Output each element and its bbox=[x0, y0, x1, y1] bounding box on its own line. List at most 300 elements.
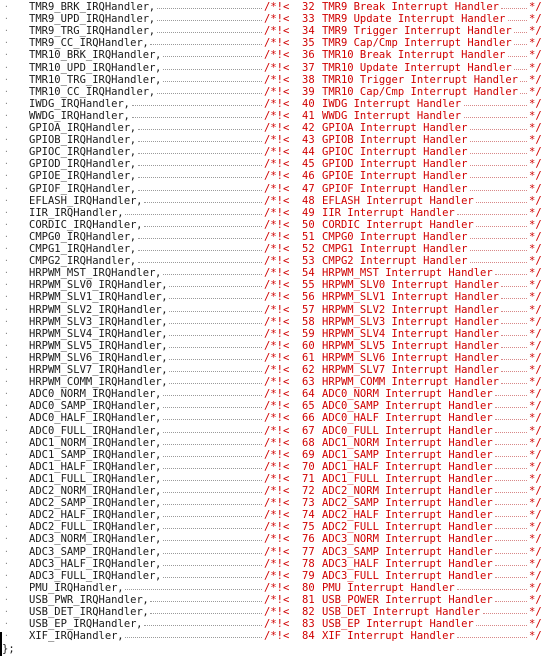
comment-open: /*!< bbox=[264, 472, 290, 485]
comment-close: */ bbox=[529, 243, 542, 255]
irq-number: 78 bbox=[302, 557, 315, 570]
comment-close: */ bbox=[529, 533, 542, 546]
irq-description: HRPWM_SLV2 Interrupt Handler bbox=[322, 303, 500, 316]
comment-close: */ bbox=[529, 109, 542, 122]
code-line[interactable] bbox=[0, 558, 547, 570]
handler-name: HRPWM_SLV6_IRQHandler bbox=[29, 351, 162, 364]
code-line[interactable] bbox=[0, 521, 547, 533]
irq-number: 40 bbox=[302, 97, 315, 110]
code-line[interactable] bbox=[0, 461, 547, 473]
comment-open: /*!< bbox=[264, 170, 290, 183]
gutter-dot-icon: · bbox=[4, 159, 9, 169]
line-gutter bbox=[0, 570, 22, 582]
code-line[interactable] bbox=[0, 98, 547, 110]
comment-close: */ bbox=[529, 339, 542, 352]
code-line[interactable] bbox=[0, 279, 547, 291]
comma-separator: , bbox=[117, 206, 124, 219]
gutter-dot-icon: · bbox=[4, 594, 9, 604]
whitespace-guide bbox=[138, 262, 262, 263]
whitespace-guide bbox=[138, 190, 262, 191]
code-line[interactable] bbox=[0, 570, 547, 582]
comment-close: */ bbox=[529, 606, 542, 618]
line-gutter bbox=[0, 267, 22, 279]
comment-close: */ bbox=[529, 25, 542, 38]
gutter-dot-icon: · bbox=[4, 401, 9, 411]
comment-open: /*!< bbox=[264, 581, 290, 594]
comment-open: /*!< bbox=[264, 255, 290, 268]
handler-name: EFLASH_IRQHandler bbox=[29, 194, 137, 207]
whitespace-guide bbox=[138, 177, 262, 178]
handler-name: PMU_IRQHandler bbox=[29, 581, 118, 594]
comment-open: /*!< bbox=[264, 545, 290, 558]
whitespace-guide bbox=[150, 613, 262, 614]
code-line[interactable] bbox=[0, 231, 547, 243]
irq-description: TMR9 Update Interrupt Handler bbox=[322, 13, 506, 26]
whitespace-guide bbox=[163, 540, 262, 541]
irq-number: 63 bbox=[302, 376, 315, 389]
code-line[interactable] bbox=[0, 449, 547, 461]
code-line[interactable] bbox=[0, 74, 547, 86]
gutter-dot-icon: · bbox=[4, 570, 9, 580]
whitespace-guide bbox=[163, 504, 262, 505]
irq-number: 53 bbox=[302, 255, 315, 268]
comma-separator: , bbox=[161, 303, 168, 316]
comma-separator: , bbox=[155, 61, 162, 74]
comment-close: */ bbox=[529, 472, 542, 485]
comment-open: /*!< bbox=[264, 97, 290, 110]
comment-open: /*!< bbox=[264, 436, 290, 449]
comment-close: */ bbox=[529, 122, 542, 134]
code-line[interactable] bbox=[0, 207, 547, 219]
irq-description: GPIOA Interrupt Handler bbox=[322, 122, 468, 134]
handler-name: ADC1_HALF_IRQHandler bbox=[29, 460, 156, 473]
line-gutter bbox=[0, 376, 22, 388]
comment-guide bbox=[470, 141, 527, 142]
handler-name: ADC1_SAMP_IRQHandler bbox=[29, 448, 156, 461]
whitespace-guide bbox=[163, 565, 262, 566]
code-line[interactable] bbox=[0, 352, 547, 364]
irq-number: 32 bbox=[302, 1, 315, 13]
code-line[interactable] bbox=[0, 630, 547, 642]
comment-guide bbox=[476, 625, 527, 626]
irq-number: 37 bbox=[302, 61, 315, 74]
comment-close: */ bbox=[529, 37, 542, 50]
handler-name: CMPG1_IRQHandler bbox=[29, 243, 131, 255]
text-cursor bbox=[0, 632, 2, 656]
line-gutter bbox=[0, 582, 22, 594]
line-gutter bbox=[0, 594, 22, 606]
comment-guide bbox=[495, 504, 527, 505]
comma-separator: , bbox=[117, 630, 124, 643]
line-gutter bbox=[0, 1, 22, 13]
comment-close: */ bbox=[529, 13, 542, 26]
comma-separator: , bbox=[155, 400, 162, 413]
code-line[interactable] bbox=[0, 243, 547, 255]
comment-guide bbox=[495, 468, 527, 469]
code-line[interactable] bbox=[0, 546, 547, 558]
gutter-dot-icon: · bbox=[4, 340, 9, 350]
irq-description: TMR10 Trigger Interrupt Handler bbox=[322, 73, 518, 86]
code-line[interactable] bbox=[0, 1, 547, 13]
code-line[interactable] bbox=[0, 316, 547, 328]
handler-name: ADC0_FULL_IRQHandler bbox=[29, 424, 156, 437]
irq-description: ADC3_HALF Interrupt Handler bbox=[322, 557, 493, 570]
irq-description: IWDG Interrupt Handler bbox=[322, 97, 462, 110]
irq-number: 71 bbox=[302, 472, 315, 485]
irq-description: GPIOC Interrupt Handler bbox=[322, 146, 468, 159]
comment-guide bbox=[501, 311, 527, 312]
code-line[interactable] bbox=[0, 425, 547, 437]
whitespace-guide bbox=[169, 298, 262, 299]
line-gutter bbox=[0, 110, 22, 122]
comma-separator: , bbox=[123, 109, 130, 122]
comma-separator: , bbox=[123, 97, 130, 110]
comma-separator: , bbox=[161, 279, 168, 292]
gutter-dot-icon: · bbox=[4, 607, 9, 616]
handler-name: USB_PWR_IRQHandler bbox=[29, 593, 143, 606]
comma-separator: , bbox=[148, 13, 156, 26]
whitespace-guide bbox=[163, 528, 262, 529]
irq-description: HRPWM_SLV7 Interrupt Handler bbox=[322, 364, 500, 376]
comment-open: /*!< bbox=[264, 109, 290, 122]
comment-close: */ bbox=[529, 73, 542, 86]
comment-guide bbox=[495, 407, 527, 408]
comma-separator: , bbox=[155, 424, 162, 437]
irq-description: HRPWM_SLV3 Interrupt Handler bbox=[322, 315, 500, 328]
comment-close: */ bbox=[529, 412, 542, 425]
whitespace-guide bbox=[163, 577, 262, 578]
comma-separator: , bbox=[155, 521, 162, 534]
handler-name: ADC3_SAMP_IRQHandler bbox=[29, 545, 156, 558]
handler-name: HRPWM_SLV3_IRQHandler bbox=[29, 315, 162, 328]
irq-description: HRPWM_SLV1 Interrupt Handler bbox=[322, 291, 500, 304]
comment-guide bbox=[495, 601, 527, 602]
irq-description: USB_EP Interrupt Handler bbox=[322, 618, 474, 631]
comment-open: /*!< bbox=[264, 509, 290, 522]
irq-description: IIR Interrupt Handler bbox=[322, 206, 455, 219]
handler-name: HRPWM_SLV1_IRQHandler bbox=[29, 291, 162, 304]
comma-separator: , bbox=[161, 339, 168, 352]
code-line[interactable] bbox=[0, 328, 547, 340]
comment-open: /*!< bbox=[264, 230, 290, 243]
irq-description: HRPWM_SLV4 Interrupt Handler bbox=[322, 327, 500, 340]
handler-name: ADC0_NORM_IRQHandler bbox=[29, 388, 156, 401]
line-gutter bbox=[0, 207, 22, 219]
irq-description: ADC2_SAMP Interrupt Handler bbox=[322, 497, 493, 510]
code-line[interactable] bbox=[0, 219, 547, 231]
line-gutter bbox=[0, 425, 22, 437]
code-line[interactable] bbox=[0, 62, 547, 74]
line-gutter bbox=[0, 183, 22, 195]
gutter-dot-icon: · bbox=[4, 328, 9, 338]
handler-name: HRPWM_SLV5_IRQHandler bbox=[29, 339, 162, 352]
line-gutter bbox=[0, 461, 22, 473]
comment-open: /*!< bbox=[264, 315, 290, 328]
irq-number: 39 bbox=[302, 85, 315, 98]
comment-guide bbox=[464, 117, 527, 118]
code-line[interactable] bbox=[0, 170, 547, 182]
handler-name: ADC1_FULL_IRQHandler bbox=[29, 472, 156, 485]
comma-separator: , bbox=[155, 485, 162, 497]
code-line[interactable] bbox=[0, 195, 547, 207]
line-gutter bbox=[0, 146, 22, 158]
line-gutter bbox=[0, 243, 22, 255]
whitespace-guide bbox=[144, 202, 262, 203]
comment-open: /*!< bbox=[264, 351, 290, 364]
code-line[interactable] bbox=[0, 122, 547, 134]
code-line[interactable] bbox=[0, 267, 547, 279]
whitespace-guide bbox=[163, 419, 262, 420]
irq-description: ADC1_HALF Interrupt Handler bbox=[322, 460, 493, 473]
comment-guide bbox=[457, 214, 527, 215]
handler-name: GPIOF_IRQHandler bbox=[29, 182, 131, 195]
whitespace-guide bbox=[138, 250, 262, 251]
comment-guide bbox=[501, 371, 527, 372]
whitespace-guide bbox=[157, 8, 262, 9]
whitespace-guide bbox=[132, 105, 263, 106]
line-gutter bbox=[0, 473, 22, 485]
comma-separator: , bbox=[129, 170, 137, 183]
comment-guide bbox=[457, 637, 527, 638]
irq-description: GPIOF Interrupt Handler bbox=[322, 182, 468, 195]
handler-name: WWDG_IRQHandler bbox=[29, 109, 124, 122]
code-line[interactable] bbox=[0, 291, 547, 303]
comma-separator: , bbox=[129, 255, 137, 268]
comment-open: /*!< bbox=[264, 218, 290, 231]
comment-close: */ bbox=[529, 618, 542, 631]
whitespace-guide bbox=[169, 347, 262, 348]
comma-separator: , bbox=[148, 25, 156, 38]
irq-description: ADC1_NORM Interrupt Handler bbox=[322, 436, 493, 449]
irq-description: ADC0_SAMP Interrupt Handler bbox=[322, 400, 493, 413]
comment-close: */ bbox=[529, 521, 542, 534]
irq-number: 49 bbox=[302, 206, 315, 219]
comment-guide bbox=[501, 286, 527, 287]
comment-guide bbox=[470, 190, 527, 191]
comma-separator: , bbox=[148, 1, 156, 13]
line-gutter bbox=[0, 279, 22, 291]
handler-name: CMPG2_IRQHandler bbox=[29, 255, 131, 268]
handler-name: USB_EP_IRQHandler bbox=[29, 618, 137, 631]
irq-number: 51 bbox=[302, 230, 315, 243]
irq-description: HRPWM_SLV0 Interrupt Handler bbox=[322, 279, 500, 292]
gutter-dot-icon: · bbox=[4, 244, 9, 253]
comment-open: /*!< bbox=[264, 569, 290, 582]
code-line[interactable] bbox=[0, 497, 547, 509]
code-line[interactable] bbox=[0, 146, 547, 158]
comma-separator: , bbox=[155, 49, 162, 62]
line-gutter bbox=[0, 195, 22, 207]
comment-close: */ bbox=[529, 569, 542, 582]
handler-name: CMPG0_IRQHandler bbox=[29, 230, 131, 243]
code-line[interactable] bbox=[0, 618, 547, 630]
comment-open: /*!< bbox=[264, 376, 290, 389]
irq-number: 77 bbox=[302, 545, 315, 558]
comment-open: /*!< bbox=[264, 460, 290, 473]
irq-description: XIF Interrupt Handler bbox=[322, 630, 455, 643]
line-gutter bbox=[0, 25, 22, 37]
line-gutter bbox=[0, 13, 22, 25]
comment-close: */ bbox=[529, 267, 542, 280]
gutter-dot-icon: · bbox=[4, 98, 9, 108]
line-gutter bbox=[0, 449, 22, 461]
irq-description: HRPWM_MST Interrupt Handler bbox=[322, 267, 493, 280]
gutter-dot-icon: · bbox=[4, 582, 9, 592]
line-gutter bbox=[0, 533, 22, 545]
comment-guide bbox=[470, 250, 527, 251]
whitespace-guide bbox=[163, 444, 262, 445]
irq-number: 45 bbox=[302, 158, 315, 171]
comment-guide bbox=[501, 335, 527, 336]
whitespace-guide bbox=[138, 238, 262, 239]
code-line[interactable] bbox=[0, 533, 547, 545]
comment-guide bbox=[495, 456, 527, 457]
code-line[interactable] bbox=[0, 485, 547, 497]
irq-description: TMR9 Trigger Interrupt Handler bbox=[322, 25, 512, 38]
line-gutter bbox=[0, 37, 22, 49]
comment-guide bbox=[470, 129, 527, 130]
comment-open: /*!< bbox=[264, 424, 290, 437]
code-line[interactable] bbox=[0, 37, 547, 49]
line-gutter bbox=[0, 74, 22, 86]
gutter-dot-icon: · bbox=[4, 62, 9, 72]
irq-description: CORDIC Interrupt Handler bbox=[322, 218, 474, 231]
comment-close: */ bbox=[529, 436, 542, 449]
gutter-dot-icon: · bbox=[4, 195, 9, 205]
comment-open: /*!< bbox=[264, 327, 290, 340]
whitespace-guide bbox=[169, 311, 262, 312]
closing-brace: }; bbox=[2, 643, 15, 655]
comment-guide bbox=[495, 274, 527, 275]
comment-open: /*!< bbox=[264, 412, 290, 425]
handler-name: TMR9_CC_IRQHandler bbox=[29, 37, 143, 50]
handler-name: XIF_IRQHandler bbox=[29, 630, 118, 643]
code-line[interactable] bbox=[0, 49, 547, 61]
comment-close: */ bbox=[529, 400, 542, 413]
code-line[interactable] bbox=[0, 255, 547, 267]
code-line[interactable] bbox=[0, 473, 547, 485]
handler-name: ADC2_SAMP_IRQHandler bbox=[29, 497, 156, 510]
comment-close: */ bbox=[529, 581, 542, 594]
gutter-dot-icon: · bbox=[4, 473, 9, 483]
code-line[interactable] bbox=[0, 594, 547, 606]
comment-close: */ bbox=[529, 134, 542, 147]
irq-number: 55 bbox=[302, 279, 315, 292]
line-gutter bbox=[0, 158, 22, 170]
whitespace-guide bbox=[163, 456, 262, 457]
comment-close: */ bbox=[529, 497, 542, 510]
code-line[interactable] bbox=[0, 400, 547, 412]
comma-separator: , bbox=[142, 606, 149, 618]
handler-name: TMR9_BRK_IRQHandler bbox=[29, 1, 150, 13]
code-line[interactable] bbox=[0, 364, 547, 376]
whitespace-guide bbox=[157, 32, 262, 33]
comment-close: */ bbox=[529, 630, 542, 643]
comma-separator: , bbox=[155, 569, 162, 582]
handler-name: TMR9_TRG_IRQHandler bbox=[29, 25, 150, 38]
comment-open: /*!< bbox=[264, 448, 290, 461]
handler-name: ADC2_HALF_IRQHandler bbox=[29, 509, 156, 522]
comment-open: /*!< bbox=[264, 243, 290, 255]
irq-number: 46 bbox=[302, 170, 315, 183]
comment-guide bbox=[470, 238, 527, 239]
code-line[interactable] bbox=[0, 340, 547, 352]
code-line[interactable] bbox=[0, 437, 547, 449]
code-line[interactable] bbox=[0, 388, 547, 400]
comment-open: /*!< bbox=[264, 13, 290, 26]
handler-name: GPIOA_IRQHandler bbox=[29, 122, 131, 134]
irq-description: PMU Interrupt Handler bbox=[322, 581, 455, 594]
line-gutter bbox=[0, 437, 22, 449]
irq-description: WWDG Interrupt Handler bbox=[322, 109, 462, 122]
code-line[interactable] bbox=[0, 183, 547, 195]
handler-name: HRPWM_SLV2_IRQHandler bbox=[29, 303, 162, 316]
code-line[interactable] bbox=[0, 376, 547, 388]
comment-close: */ bbox=[529, 364, 542, 376]
handler-name: HRPWM_SLV4_IRQHandler bbox=[29, 327, 162, 340]
comma-separator: , bbox=[148, 85, 156, 98]
comma-separator: , bbox=[129, 182, 137, 195]
code-line[interactable] bbox=[0, 158, 547, 170]
comment-guide bbox=[495, 480, 527, 481]
line-gutter bbox=[0, 618, 22, 630]
code-line[interactable] bbox=[0, 86, 547, 98]
irq-number: 35 bbox=[302, 37, 315, 50]
handler-name: GPIOC_IRQHandler bbox=[29, 146, 131, 159]
line-gutter bbox=[0, 497, 22, 509]
code-line[interactable] bbox=[0, 304, 547, 316]
comment-guide bbox=[520, 81, 527, 82]
code-line[interactable] bbox=[0, 134, 547, 146]
gutter-dot-icon: · bbox=[4, 292, 9, 302]
comment-guide bbox=[495, 540, 527, 541]
line-gutter bbox=[0, 606, 22, 618]
code-line[interactable] bbox=[0, 509, 547, 521]
comma-separator: , bbox=[129, 146, 137, 159]
comma-separator: , bbox=[155, 388, 162, 401]
code-line[interactable] bbox=[0, 110, 547, 122]
irq-number: 83 bbox=[302, 618, 315, 631]
comment-close: */ bbox=[529, 557, 542, 570]
code-line[interactable] bbox=[0, 606, 547, 618]
irq-description: HRPWM_SLV5 Interrupt Handler bbox=[322, 339, 500, 352]
gutter-dot-icon: · bbox=[4, 461, 9, 471]
whitespace-guide bbox=[163, 468, 262, 469]
comma-separator: , bbox=[129, 122, 137, 134]
whitespace-guide bbox=[169, 335, 262, 336]
irq-number: 65 bbox=[302, 400, 315, 413]
irq-number: 36 bbox=[302, 49, 315, 62]
whitespace-guide bbox=[144, 226, 262, 227]
code-line[interactable] bbox=[0, 412, 547, 424]
irq-description: EFLASH Interrupt Handler bbox=[322, 194, 474, 207]
comment-close: */ bbox=[529, 351, 542, 364]
code-line[interactable] bbox=[0, 582, 547, 594]
comment-open: /*!< bbox=[264, 557, 290, 570]
code-line[interactable] bbox=[0, 13, 547, 25]
comma-separator: , bbox=[129, 230, 137, 243]
gutter-dot-icon: · bbox=[4, 546, 9, 556]
comment-close: */ bbox=[529, 85, 542, 98]
comment-close: */ bbox=[529, 448, 542, 461]
comment-close: */ bbox=[529, 158, 542, 171]
irq-number: 33 bbox=[302, 13, 315, 26]
comment-close: */ bbox=[529, 1, 542, 13]
comma-separator: , bbox=[136, 218, 143, 231]
code-line[interactable] bbox=[0, 25, 547, 37]
comma-separator: , bbox=[142, 37, 149, 50]
comma-separator: , bbox=[161, 291, 168, 304]
